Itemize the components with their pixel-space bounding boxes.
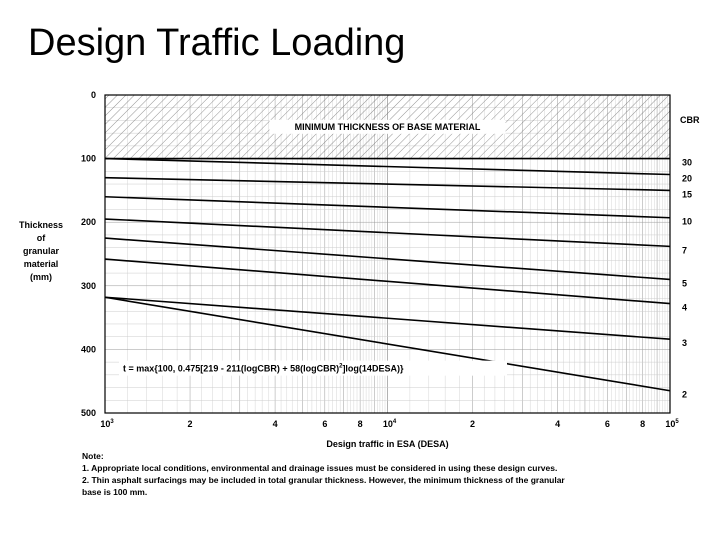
y-axis-label-line: of	[36, 233, 46, 243]
x-tick-100000: $10^5$	[665, 419, 679, 429]
x-tick-2000: 2	[187, 419, 193, 429]
series-label-cbr-2: 2	[682, 389, 688, 400]
x-tick-40000: 4	[555, 419, 561, 429]
y-tick-200: 200	[80, 217, 96, 228]
slide-title: Design Traffic Loading	[28, 22, 406, 64]
series-label-cbr-3: 3	[682, 338, 688, 349]
series-label-cbr-7: 7	[682, 245, 688, 256]
x-tick-8000: 8	[357, 419, 363, 429]
note-line-1: 1. Appropriate local conditions, environmental and drainage issues must be considered in using these design curves.	[82, 463, 558, 473]
series-label-cbr-30: 30	[682, 157, 693, 168]
formula-superscript: 2	[339, 363, 343, 370]
x-tick-1000: $10^3$	[100, 419, 114, 429]
series-label-cbr-20: 20	[682, 173, 693, 184]
y-tick-labels	[81, 90, 96, 418]
note-line-2: 2. Thin asphalt surfacings may be included in total granular thickness. However, the minimum thickness of the granular	[82, 475, 565, 485]
y-tick-300: 300	[80, 280, 96, 291]
series-label-cbr-5: 5	[682, 278, 688, 289]
legend-title-cbr: CBR	[680, 115, 700, 125]
x-tick-4000: 4	[272, 419, 278, 429]
y-tick-400: 400	[80, 344, 96, 355]
y-tick-100: 100	[80, 153, 96, 164]
y-axis-label-line: Thickness	[18, 220, 64, 230]
x-tick-6000: 6	[322, 419, 328, 429]
x-tick-60000: 6	[604, 419, 610, 429]
x-tick-80000: 8	[640, 419, 646, 429]
notes-heading: Note:	[82, 451, 104, 461]
y-tick-0: 0	[90, 90, 96, 100]
formula-suffix: ]log(14DESA)}	[342, 363, 404, 374]
series-label-cbr-4: 4	[682, 302, 688, 313]
x-tick-10000: $10^4$	[382, 419, 397, 429]
x-axis-label: Design traffic in ESA (DESA)	[326, 439, 449, 449]
series-label-cbr-15: 15	[682, 189, 693, 200]
notes-block	[82, 450, 682, 498]
y-axis-label-line: granular	[22, 246, 60, 256]
minimum-thickness-label: MINIMUM THICKNESS OF BASE MATERIAL	[294, 121, 481, 132]
x-tick-20000: 2	[470, 419, 476, 429]
x-tick-labels	[100, 419, 679, 429]
note-line-3: base is 100 mm.	[82, 487, 148, 497]
y-tick-500: 500	[80, 408, 96, 418]
formula-prefix: t = max{100, 0.475[219 - 211(logCBR) + 58(logCBR)	[123, 363, 340, 374]
y-axis-label-line: material	[23, 259, 59, 269]
series-labels	[682, 158, 692, 400]
series-label-cbr-10: 10	[682, 216, 693, 227]
y-axis-label-line: (mm)	[30, 272, 52, 282]
design-formula	[123, 364, 404, 374]
y-axis-label	[19, 220, 63, 282]
